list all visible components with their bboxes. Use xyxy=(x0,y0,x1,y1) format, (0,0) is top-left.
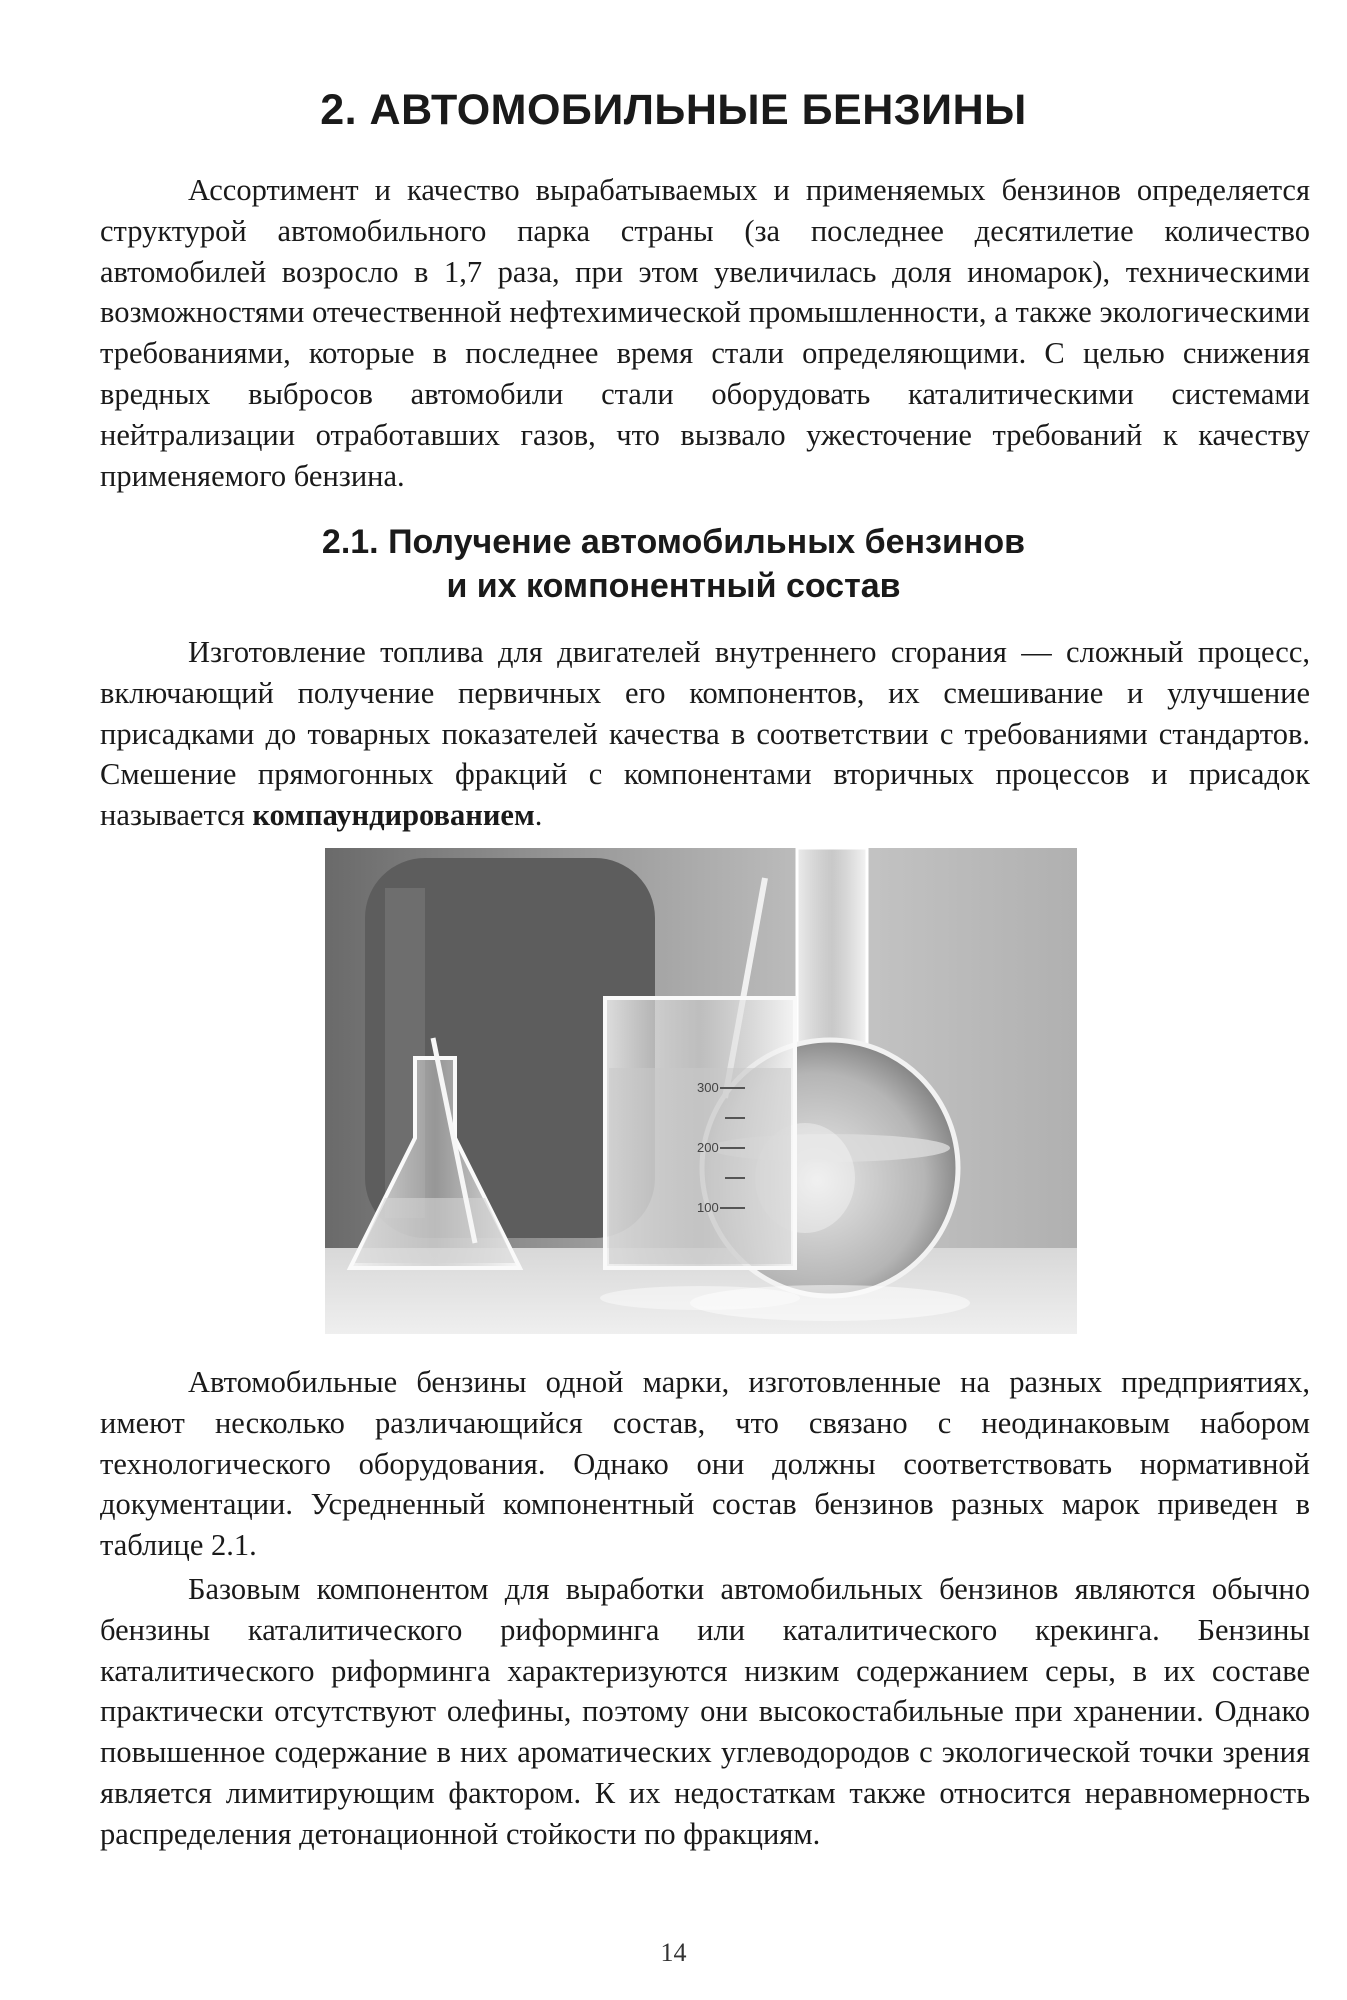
paragraph-composition xyxy=(100,1362,1310,1566)
paragraph-production xyxy=(100,632,1310,836)
paragraph-composition-text: Автомобильные бензины одной марки, изготовленные на разных предприятиях, имеют несколько различающийся состав, что связано с неодинаковым набором технологического оборудования. Однако они должны соответствовать нормативной документации. Усредненный компонентный состав бензинов разных марок приведен в таблице 2.1. xyxy=(100,1365,1310,1563)
beaker-liquid xyxy=(609,1068,791,1264)
beaker-scale-label: 300 xyxy=(697,1080,719,1095)
paragraph-intro xyxy=(100,170,1310,496)
term-compounding: компаундированием xyxy=(252,798,535,833)
section-title-line-2: и их компонентный состав xyxy=(446,567,901,605)
beaker-scale-label: 100 xyxy=(697,1200,719,1215)
paragraph-production-text: Изготовление топлива для двигателей внутреннего сгорания — сложный процесс, включающий получение первичных его компонентов, их смешивание и улучшение присадками до товарных показателей качества в соответствии с требованиями стандартов. Смешение прямогонных фракций с компонентами вторичных процессов и присадок называется xyxy=(100,635,1310,833)
lab-glassware-illustration xyxy=(325,848,1077,1334)
paragraph-base-component xyxy=(100,1569,1310,1855)
page-number: 14 xyxy=(660,1938,687,1967)
section-title-line-1: 2.1. Получение автомобильных бензинов xyxy=(321,523,1026,561)
beaker-scale-label: 200 xyxy=(697,1140,719,1155)
lab-glassware-photo xyxy=(325,848,1077,1334)
table-reflection xyxy=(600,1286,800,1310)
paragraph-base-component-text: Базовым компонентом для выработки автомобильных бензинов являются обычно бензины каталитического риформинга или каталитического крекинга. Бензины каталитического риформинга характеризуются низким содержанием серы, в их составе практически отсутствуют олефины, поэтому они высокостабильные при хранении. Однако повышенное содержание в них ароматических углеводородов с экологической точки зрения является лимитирующим фактором. К их недостаткам также относится неравномерность распределения детонационной стойкости по фракциям. xyxy=(100,1572,1310,1851)
paragraph-intro-text: Ассортимент и качество вырабатываемых и применяемых бензинов определяется структурой автомобильного парка страны (за последнее десятилетие количество автомобилей возросло в 1,7 раза, при этом увеличилась доля иномарок), техническими возможностями отечественной нефтехимической промышленности, а также экологическими требованиями, которые в последнее время стали определяющими. С целью снижения вредных выбросов автомобили стали оборудовать каталитическими системами нейтрализации отработавших газов, что вызвало ужесточение требований к качеству применяемого бензина. xyxy=(100,173,1310,493)
chapter-title: 2. АВТОМОБИЛЬНЫЕ БЕНЗИНЫ xyxy=(320,86,1027,134)
section-title xyxy=(0,520,1347,608)
paragraph-production-end: . xyxy=(534,798,543,833)
